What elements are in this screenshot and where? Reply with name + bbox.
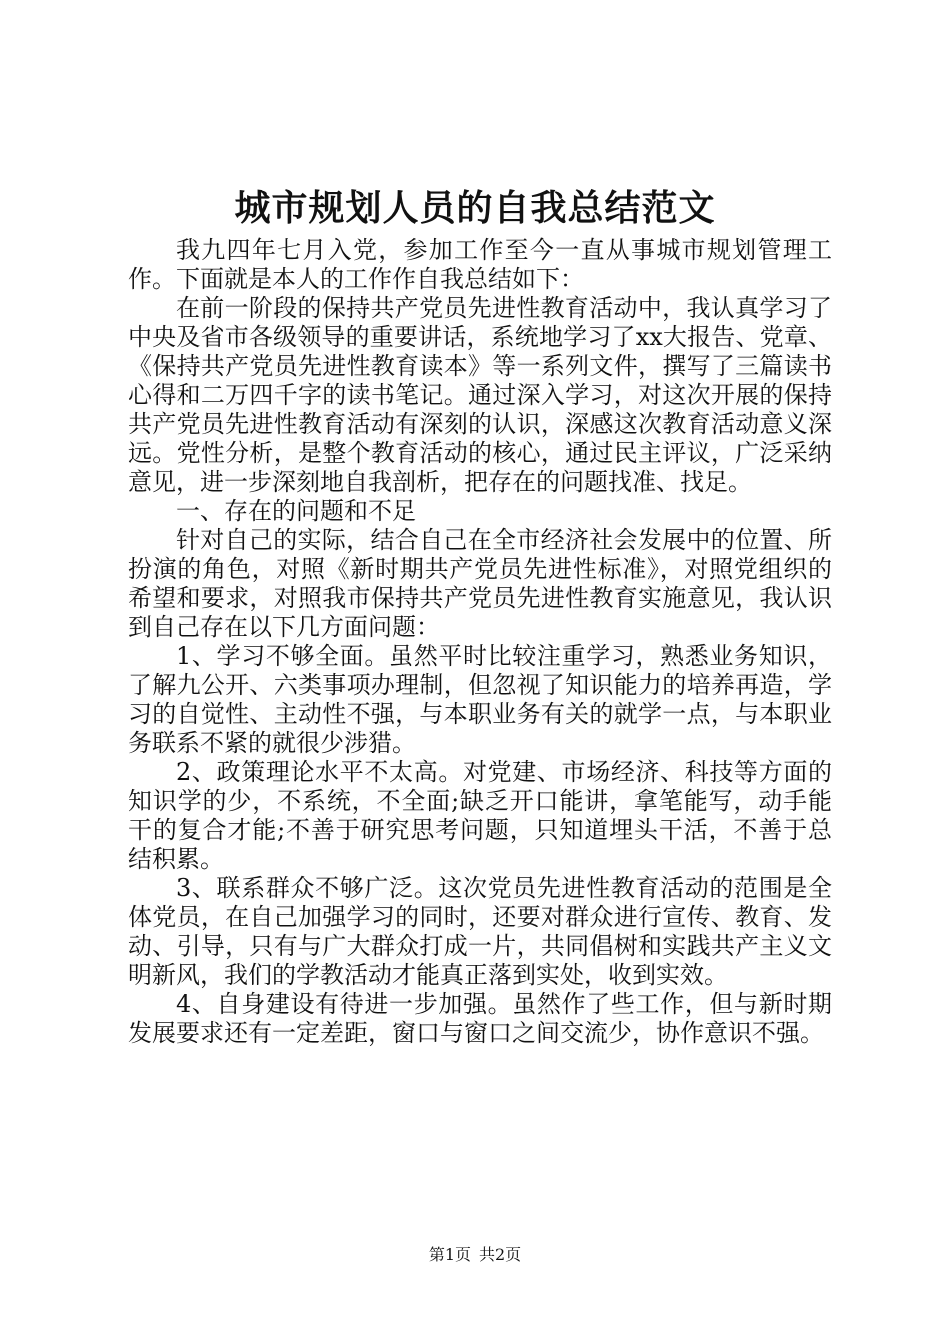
paragraph-self-assessment: 针对自己的实际，结合自己在全市经济社会发展中的位置、所扮演的角色，对照《新时期共产党员先进性标准》，对照党组织的希望和要求，对照我市保持共产党员先进性教育实施意见，我认识到自己存在以下几方面问题： <box>128 526 832 641</box>
paragraph-intro: 我九四年七月入党，参加工作至今一直从事城市规划管理工作。下面就是本人的工作作自我总结如下： <box>128 236 832 293</box>
paragraph-education-activity: 在前一阶段的保持共产党员先进性教育活动中，我认真学习了中央及省市各级领导的重要讲话，系统地学习了xx大报告、党章、《保持共产党员先进性教育读本》等一系列文件，撰写了三篇读书心得和二万四千字的读书笔记。通过深入学习，对这次开展的保持共产党员先进性教育活动有深刻的认识，深感这次教育活动意义深远。党性分析，是整个教育活动的核心，通过民主评议，广泛采纳意见，进一步深刻地自我剖析，把存在的问题找准、找足。 <box>128 294 832 496</box>
list-item-study: 1、学习不够全面。虽然平时比较注重学习，熟悉业务知识，了解九公开、六类事项办理制，但忽视了知识能力的培养再造，学习的自觉性、主动性不强，与本职业务有关的就学一点，与本职业务联系不紧的就很少涉猎。 <box>128 642 832 757</box>
document-title: 城市规划人员的自我总结范文 <box>234 187 716 229</box>
list-item-mass-contact: 3、联系群众不够广泛。这次党员先进性教育活动的范围是全体党员，在自己加强学习的同时，还要对群众进行宣传、教育、发动、引导，只有与广大群众打成一片，共同倡树和实践共产主义文明新风，我们的学教活动才能真正落到实处，收到实效。 <box>128 874 832 989</box>
document-body <box>128 236 832 1048</box>
list-item-policy-theory: 2、政策理论水平不太高。对党建、市场经济、科技等方面的知识学的少，不系统，不全面;缺乏开口能讲，拿笔能写，动手能干的复合才能;不善于研究思考问题，只知道埋头干活，不善于总结积累。 <box>128 758 832 873</box>
page-number-current: 第1页 <box>428 1245 471 1264</box>
page-footer <box>0 1243 950 1267</box>
page-number-total: 共2页 <box>479 1245 522 1264</box>
list-item-self-building: 4、自身建设有待进一步加强。虽然作了些工作，但与新时期发展要求还有一定差距，窗口与窗口之间交流少，协作意识不强。 <box>128 990 832 1047</box>
section-heading-problems: 一、存在的问题和不足 <box>176 497 416 525</box>
